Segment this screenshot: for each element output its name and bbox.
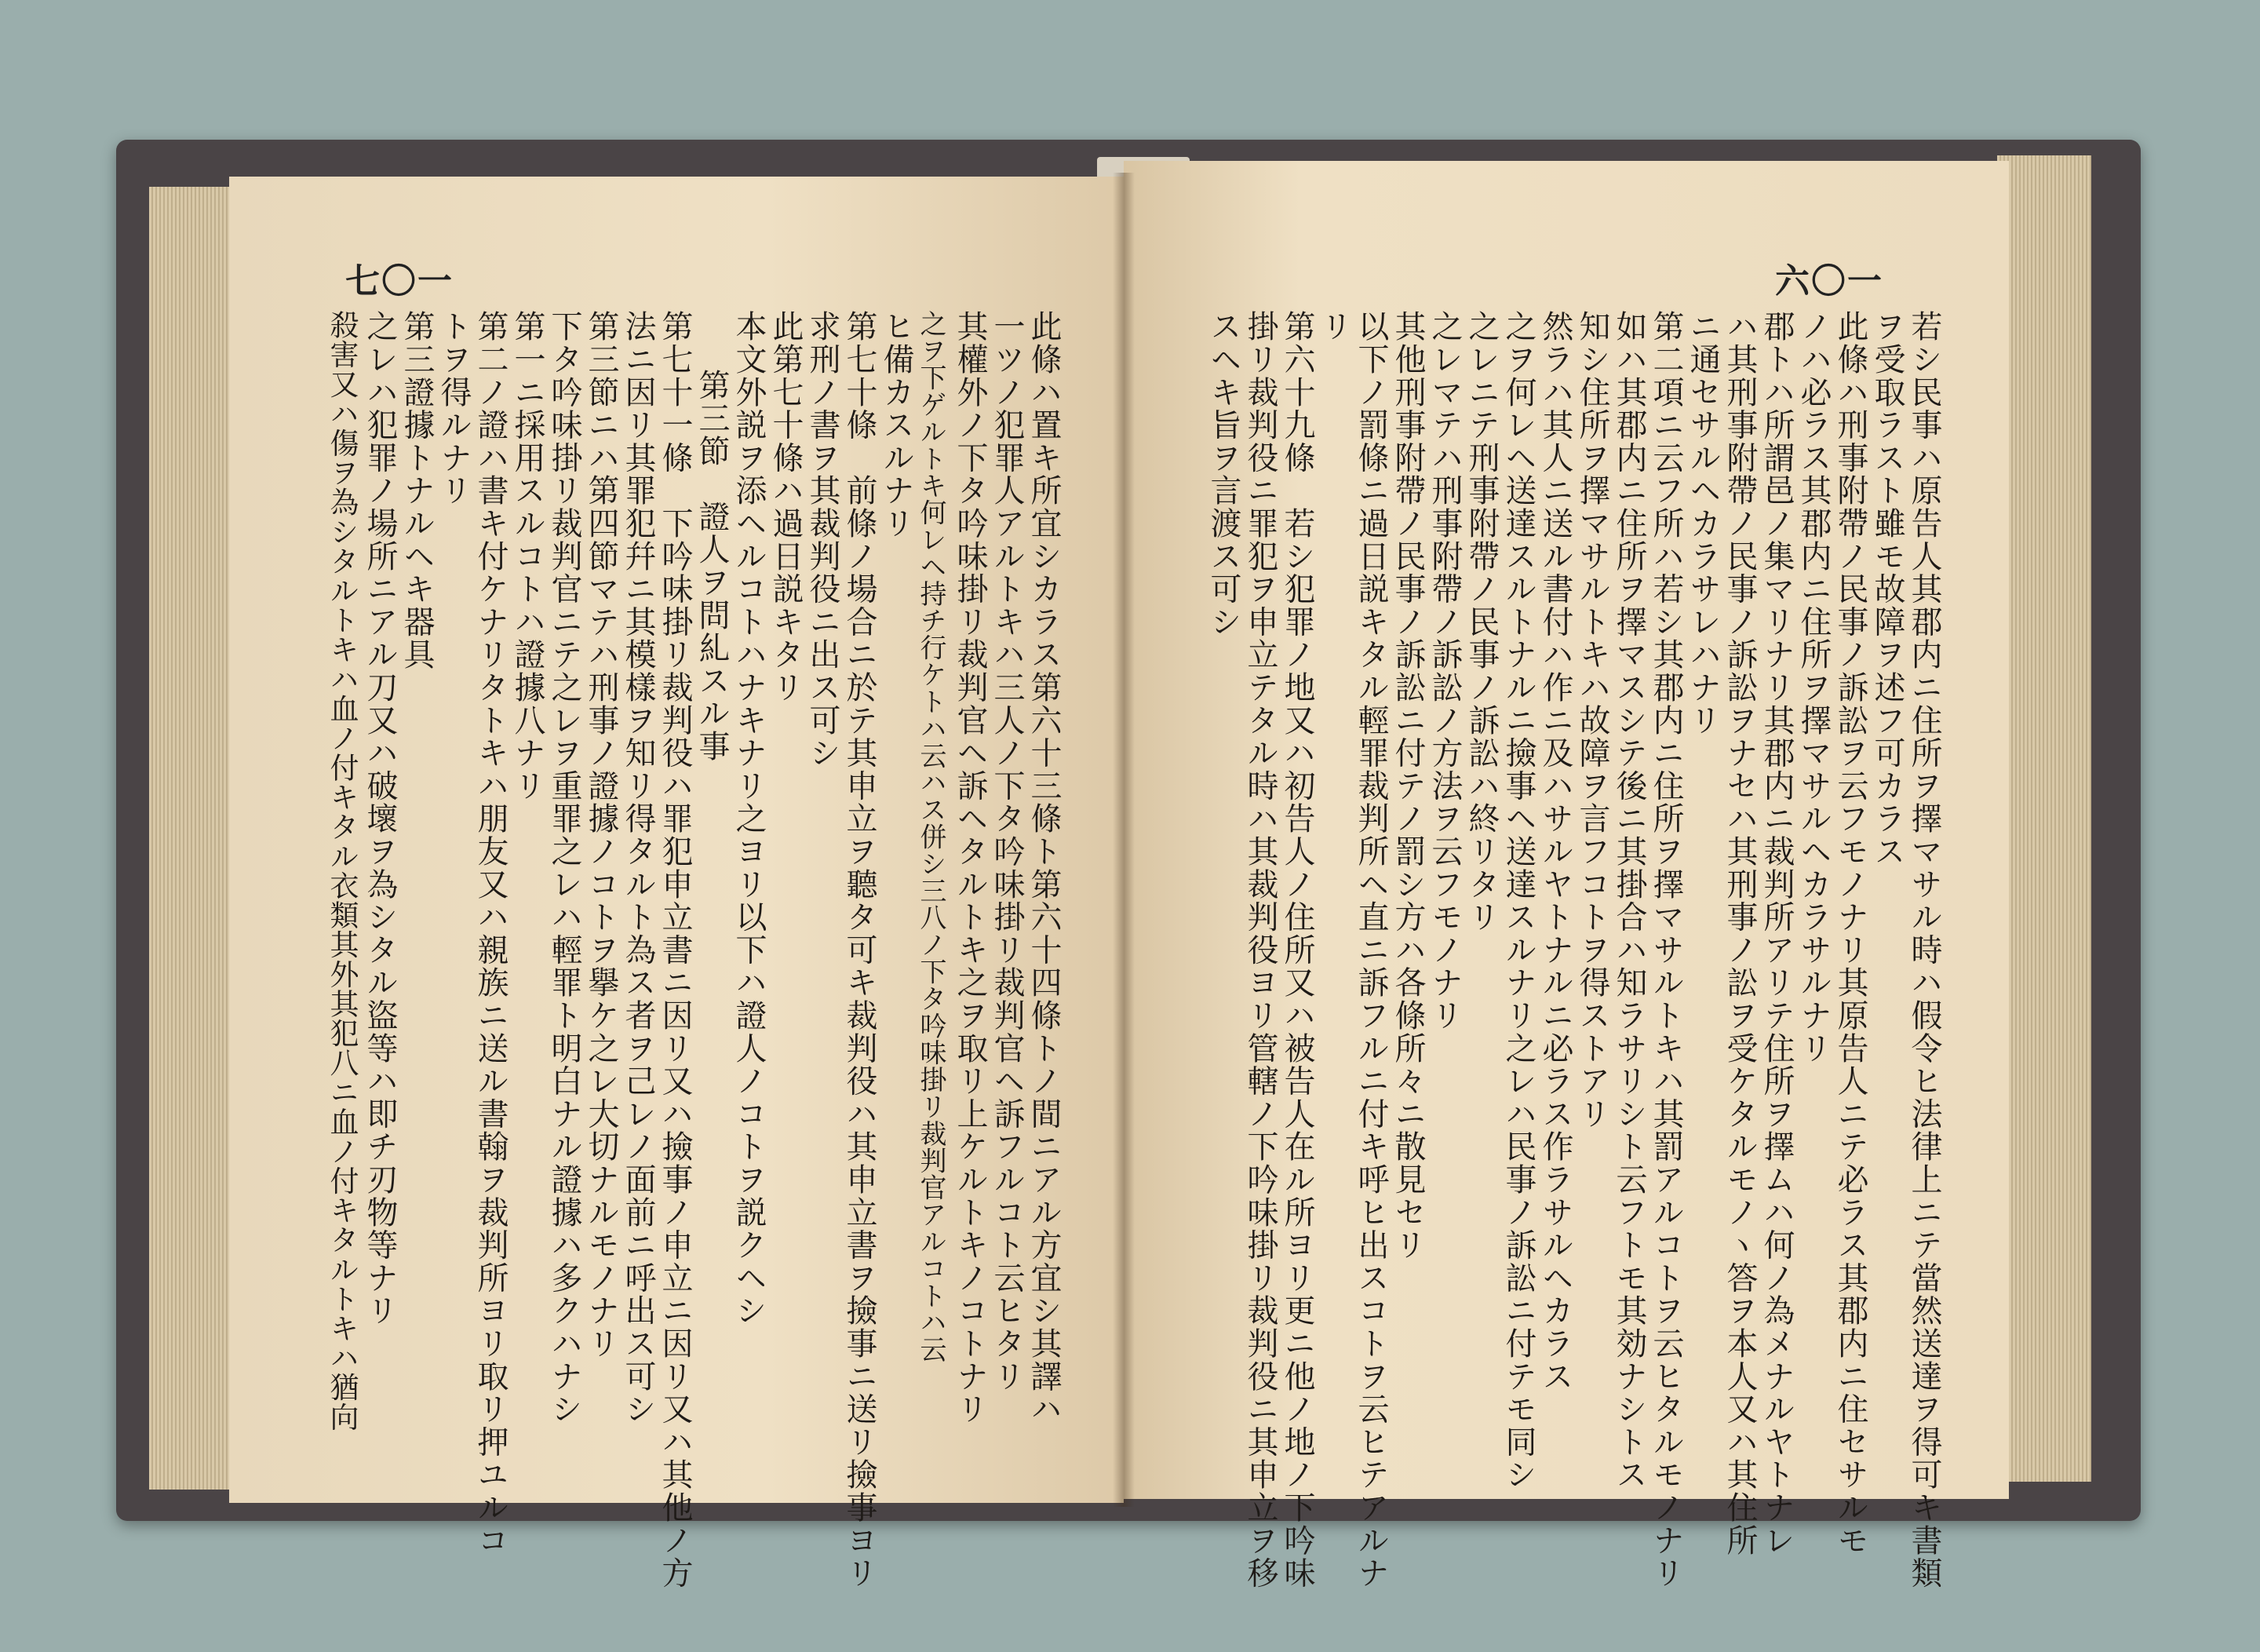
text-column: 之レニテ刑事附帶ノ民事ノ訴訟ハ終リタリ xyxy=(1464,310,1500,934)
text-column: 掛リ裁判役ニ罪犯ヲ申立テタル時ハ其裁判役ヨリ管轄ノ下吟味掛リ裁判役ニ其申立ヲ移 xyxy=(1242,310,1278,1590)
text-column: 求刑ノ書ヲ其裁判役ニ出ス可シ xyxy=(804,310,840,770)
text-column: 第六十九條 若シ犯罪ノ地又ハ初告人ノ住所又ハ被告人在ル所ヨリ更ニ他ノ地ノ下吟味 xyxy=(1279,310,1315,1590)
text-column: 法ニ因リ其罪犯幷ニ其模樣ヲ知リ得タルト為ス者ヲ己レノ面前ニ呼出ス可シ xyxy=(620,310,656,1426)
text-column: リ xyxy=(1316,310,1352,343)
text-column: ノハ必ラス其郡内ニ住所ヲ擇マサルヘカラサルナリ xyxy=(1795,310,1832,1065)
page-edges-right xyxy=(1997,155,2091,1482)
page-edges-left xyxy=(149,187,235,1490)
text-column: ヲ受取ラスト雖モ故障ヲ述フ可カラス xyxy=(1869,310,1905,868)
text-column: 第三節ニハ第四節マテハ刑事ノ證據ノコトヲ擧ケ之レ大切ナルモノナリ xyxy=(583,310,619,1360)
text-column: ニ通セサルヘカラサレハナリ xyxy=(1685,310,1721,737)
text-column: 知シ住所ヲ擇マサルトキハ故障ヲ言フコトヲ得ストアリ xyxy=(1574,310,1610,1130)
right-page-number: 六〇一 xyxy=(1775,261,1883,301)
text-column: 之ヲ何レヘ送達スルトナルニ撿事ヘ送達スルナリ之レハ民事ノ訴訟ニ付テモ同シ xyxy=(1500,310,1536,1491)
text-column: トヲ得ルナリ xyxy=(436,310,472,507)
text-column: 然ラハ其人ニ送ル書付ハ作ニ及ハサルヤトナルニ必ラス作ラサルヘカラス xyxy=(1537,310,1573,1393)
text-column: 殺害又ハ傷ヲ為シタルトキハ血ノ付キタル衣類其外其犯八ニ血ノ付キタルトキハ猶向 xyxy=(325,310,359,1431)
text-column: 下タ吟味掛リ裁判官ニテ之レヲ重罪之レハ輕罪ト明白ナル證據ハ多クハナシ xyxy=(546,310,582,1426)
text-column: 若シ民事ハ原告人其郡内ニ住所ヲ擇マサル時ハ假令ヒ法律上ニテ當然送達ヲ得可キ書類 xyxy=(1906,310,1942,1590)
text-column: 第二ノ證ハ書キ付ケナリタトキハ朋友又ハ親族ニ送ル書翰ヲ裁判所ヨリ取リ押ユルコ xyxy=(472,310,508,1557)
text-column: 此第七十條ハ過日説キタリ xyxy=(767,310,804,704)
text-column: 此條ハ刑事附帶ノ民事ノ訴訟ヲ云フモノナリ其原告人ニテ必ラス其郡内ニ住セサルモ xyxy=(1832,310,1868,1557)
text-column: スヘキ旨ヲ言渡ス可シ xyxy=(1205,310,1241,638)
text-column: 第二項ニ云フ所ハ若シ其郡内ニ住所ヲ擇マサルトキハ其罰アルコトヲ云ヒタルモノナリ xyxy=(1648,310,1684,1590)
book-gutter xyxy=(1113,173,1135,1507)
text-column: 第三證據トナルヘキ器具 xyxy=(399,310,435,671)
section-heading: 第三節 證人ヲ問糺スル事 xyxy=(694,369,730,763)
text-column: 第七十一條 下吟味掛リ裁判役ハ罪犯申立書ニ因リ又ハ撿事ノ申立ニ因リ又ハ其他ノ方 xyxy=(657,310,693,1590)
text-column: 其權外ノ下タ吟味掛リ裁判官ヘ訴ヘタルトキ之ヲ取リ上ケルトキノコトナリ xyxy=(952,310,988,1426)
text-column: 以下ノ罰條ニ過日説キタル輕罪裁判所ヘ直ニ訴フルニ付キ呼ヒ出スコトヲ云ヒテアルナ xyxy=(1353,310,1389,1590)
text-column: 之ヲ下ゲルトキ何レヘ持チ行ケトハ云ハス併シ三八ノ下タ吟味掛リ裁判官アルコトハ云 xyxy=(915,310,946,1363)
text-column: 一ツノ犯罪人アルトキハ三人ノ下タ吟味掛リ裁判官ヘ訴フルコト云ヒタリ xyxy=(989,310,1025,1393)
text-column: 第一ニ採用スルコトハ證據八ナリ xyxy=(509,310,545,802)
text-column: 本文外説ヲ添ヘルコトハナキナリ之ヨリ以下ハ證人ノコトヲ説クヘシ xyxy=(731,310,767,1327)
left-page-number: 七〇一 xyxy=(345,261,454,301)
text-column: 此條ハ置キ所宜シカラス第六十三條ト第六十四條トノ間ニアル方宜シ其譯ハ xyxy=(1026,310,1062,1426)
text-column: 如ハ其郡内ニ住所ヲ擇マスシテ後ニ其掛合ハ知ラサリシト云フトモ其効ナシトス xyxy=(1611,310,1647,1491)
text-column: 之レマテハ刑事附帶ノ訴訟ノ方法ヲ云フモノナリ xyxy=(1427,310,1463,1032)
text-column: ヒ備カスルナリ xyxy=(878,310,914,540)
text-column: 第七十條 前條ノ場合ニ於テ其申立ヲ聽タ可キ裁判役ハ其申立書ヲ撿事ニ送リ撿事ヨリ xyxy=(841,310,877,1590)
text-column: ハ其刑事附帶ノ民事ノ訴訟ヲナセハ其刑事ノ訟ヲ受ケタルモノヽ答ヲ本人又ハ其住所 xyxy=(1722,310,1758,1557)
text-column: 郡トハ所謂邑ノ集マリナリ其郡内ニ裁判所アリテ住所ヲ擇ムハ何ノ為メナルヤトナレ xyxy=(1759,310,1795,1557)
text-column: 其他刑事附帶ノ民事ノ訴訟ニ付テノ罰シ方ハ各條所々ニ散見セリ xyxy=(1390,310,1426,1262)
text-column: 之レハ犯罪ノ場所ニアル刀又ハ破壞ヲ為シタル盜等ハ即チ刃物等ナリ xyxy=(362,310,398,1327)
